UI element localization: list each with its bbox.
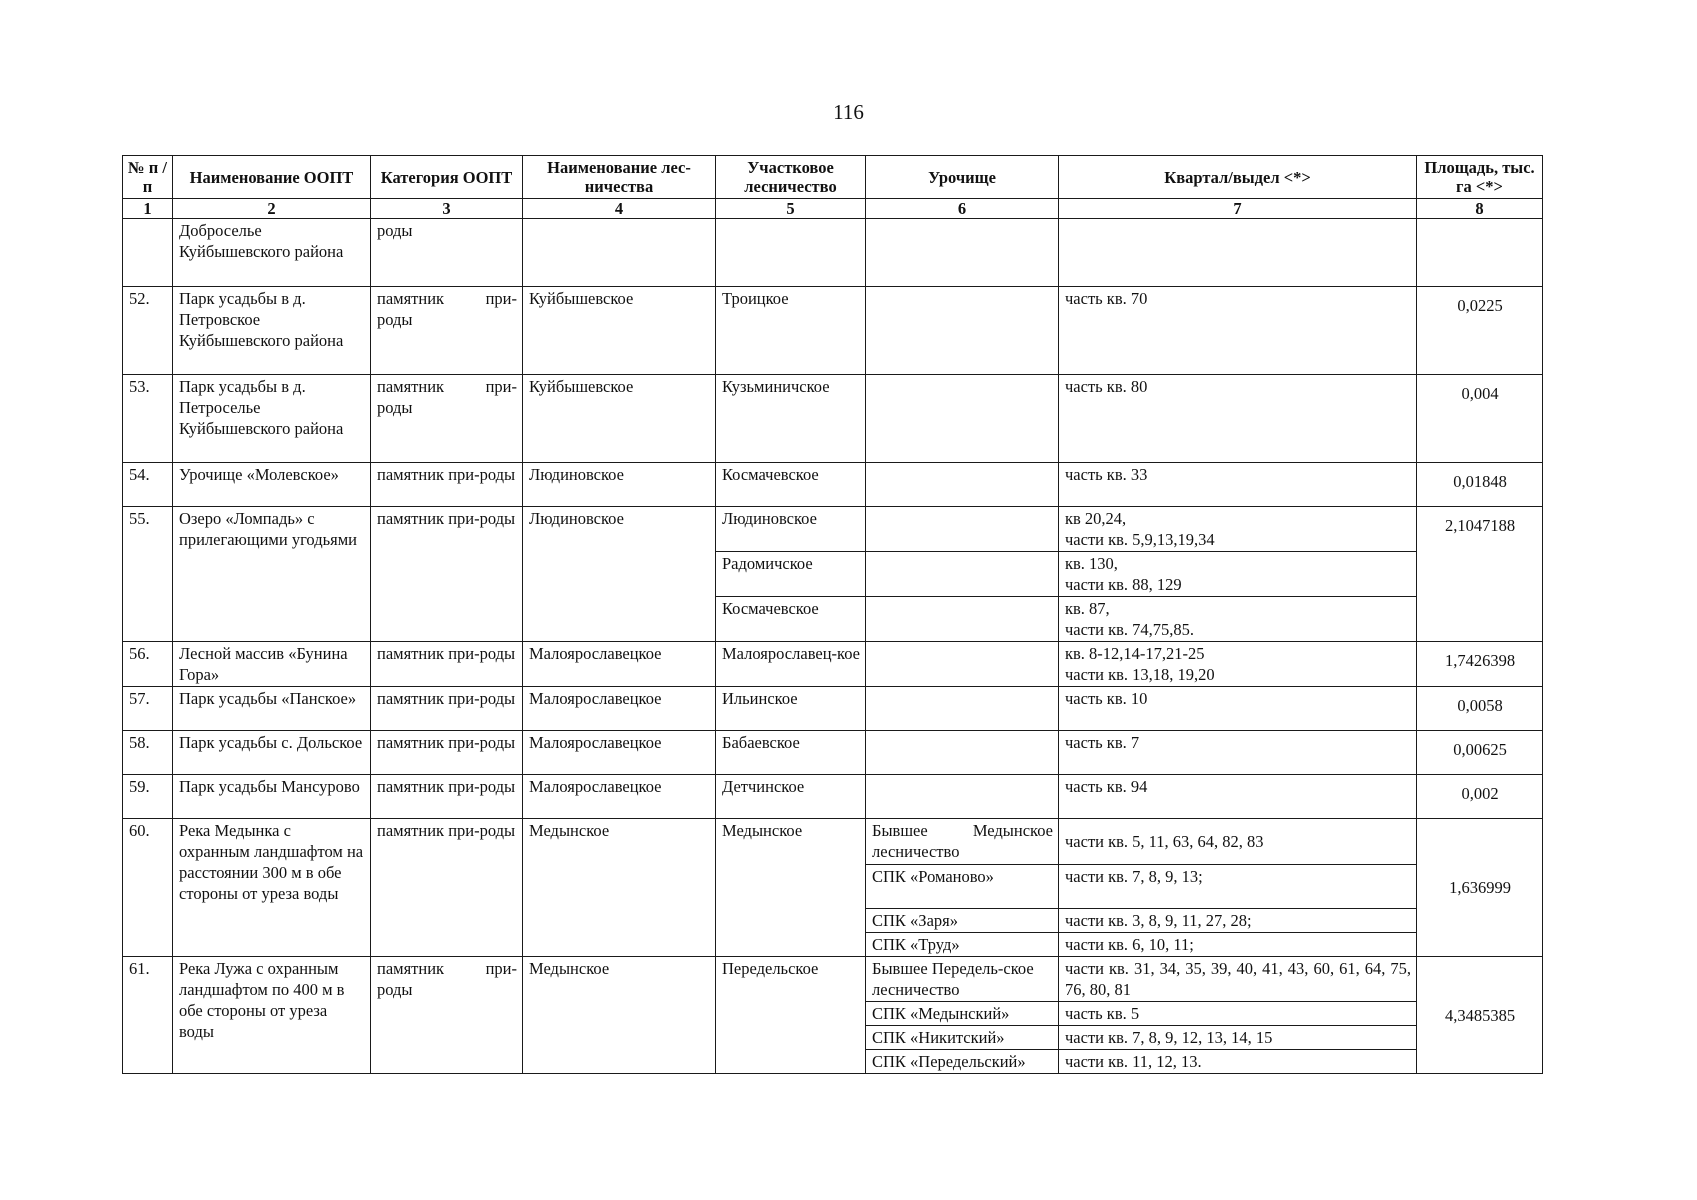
oopt-table [122,155,1543,1074]
district-name: Ильинское [716,687,866,731]
tract-name: СПК «Заря» [866,909,1059,933]
table-row [123,219,1543,287]
quarter-value: часть кв. 94 [1059,775,1417,819]
category-line: роды [377,980,413,999]
table-row [123,819,1543,865]
quarter-line: части кв. 88, 129 [1065,575,1182,594]
tract-name [866,731,1059,775]
col-number: 8 [1417,199,1543,219]
forestry-name [523,219,716,287]
header-name: Наименование ООПТ [173,156,371,199]
oopt-name: Парк усадьбы с. Дольское [173,731,371,775]
header-forestry: Наименование лес-ничества [523,156,716,199]
oopt-category [371,375,523,463]
row-number: 53. [123,375,173,463]
oopt-name: Река Медынка с охранным ландшафтом на расстоянии 300 м в обе стороны от уреза воды [173,819,371,957]
district-name [716,219,866,287]
area-value: 0,004 [1417,375,1543,463]
row-number: 56. [123,642,173,687]
row-number: 61. [123,957,173,1074]
district-name: Передельское [716,957,866,1074]
category-line: памятник при- [377,289,517,308]
row-number: 52. [123,287,173,375]
quarter-value: часть кв. 5 [1059,1002,1417,1026]
header-category: Категория ООПТ [371,156,523,199]
quarter-value: части кв. 6, 10, 11; [1059,933,1417,957]
area-value: 0,00625 [1417,731,1543,775]
tract-name [866,597,1059,642]
tract-name [866,642,1059,687]
tract-name: СПК «Романово» [866,865,1059,909]
forestry-name: Малоярославецкое [523,642,716,687]
quarter-value [1059,597,1417,642]
column-number-row [123,199,1543,219]
forestry-name: Медынское [523,819,716,957]
tract-name: СПК «Медынский» [866,1002,1059,1026]
oopt-name: Озеро «Ломпадь» с прилегающими угодьями [173,507,371,642]
tract-name [866,552,1059,597]
quarter-line: части кв. 5,9,13,19,34 [1065,530,1215,549]
header-quarter: Квартал/выдел <*> [1059,156,1417,199]
district-name: Космачевское [716,597,866,642]
tract-name [866,219,1059,287]
category-line: роды [377,310,413,329]
row-number: 60. [123,819,173,957]
forestry-name: Малоярославецкое [523,731,716,775]
tract-name [866,687,1059,731]
area-value: 2,1047188 [1417,507,1543,642]
row-number [123,219,173,287]
header-num: № п /п [123,156,173,199]
oopt-name: Доброселье Куйбышевского района [173,219,371,287]
area-value: 0,01848 [1417,463,1543,507]
district-name: Космачевское [716,463,866,507]
quarter-value: части кв. 7, 8, 9, 13; [1059,865,1417,909]
col-number: 4 [523,199,716,219]
tract-name: СПК «Никитский» [866,1026,1059,1050]
category-line: памятник при- [377,377,517,396]
row-number: 57. [123,687,173,731]
forestry-name: Куйбышевское [523,287,716,375]
district-name: Кузьминичское [716,375,866,463]
oopt-category: памятник при-роды [371,819,523,957]
oopt-category: памятник при-роды [371,642,523,687]
area-value: 4,3485385 [1417,957,1543,1074]
table-row [123,731,1543,775]
oopt-category: памятник при-роды [371,507,523,642]
quarter-line: кв. 87, [1065,599,1110,618]
quarter-value [1059,552,1417,597]
row-number: 58. [123,731,173,775]
oopt-name: Река Лужа с охранным ландшафтом по 400 м в обе стороны от уреза воды [173,957,371,1074]
quarter-value [1059,219,1417,287]
district-name: Малоярославец-кое [716,642,866,687]
row-number: 54. [123,463,173,507]
tract-name: СПК «Труд» [866,933,1059,957]
table-row [123,375,1543,463]
table-row [123,507,1543,552]
quarter-line: кв. 8-12,14-17,21-25 [1065,644,1205,663]
table-row [123,287,1543,375]
quarter-value: части кв. 5, 11, 63, 64, 82, 83 [1059,819,1417,865]
quarter-value [1059,507,1417,552]
oopt-name: Лесной массив «Бунина Гора» [173,642,371,687]
quarter-line: части кв. 13,18, 19,20 [1065,665,1215,684]
row-number: 55. [123,507,173,642]
tract-name [866,775,1059,819]
table-row [123,775,1543,819]
tract-name [866,507,1059,552]
forestry-name: Людиновское [523,463,716,507]
oopt-name: Парк усадьбы в д. Петроселье Куйбышевского района [173,375,371,463]
oopt-name: Парк усадьбы «Панское» [173,687,371,731]
district-name: Радомичское [716,552,866,597]
oopt-name: Урочище «Молевское» [173,463,371,507]
area-value: 0,002 [1417,775,1543,819]
tract-name [866,287,1059,375]
col-number: 2 [173,199,371,219]
forestry-name: Медынское [523,957,716,1074]
oopt-category: памятник при-роды [371,463,523,507]
quarter-value: часть кв. 70 [1059,287,1417,375]
quarter-value: части кв. 11, 12, 13. [1059,1050,1417,1074]
header-row [123,156,1543,199]
oopt-category: памятник при-роды [371,687,523,731]
forestry-name: Людиновское [523,507,716,642]
tract-name [866,375,1059,463]
oopt-category: памятник при-роды [371,731,523,775]
col-number: 6 [866,199,1059,219]
table-row [123,687,1543,731]
tract-name: Бывшее Медынское лесничество [866,819,1059,865]
quarter-value: часть кв. 33 [1059,463,1417,507]
tract-name: Бывшее Передель-ское лесничество [866,957,1059,1002]
district-name: Троицкое [716,287,866,375]
tract-name: СПК «Передельский» [866,1050,1059,1074]
district-name: Детчинское [716,775,866,819]
forestry-name: Малоярославецкое [523,687,716,731]
header-district: Участковое лесничество [716,156,866,199]
area-value: 1,7426398 [1417,642,1543,687]
quarter-value: часть кв. 7 [1059,731,1417,775]
district-name: Людиновское [716,507,866,552]
row-number: 59. [123,775,173,819]
area-value: 1,636999 [1417,819,1543,957]
district-name: Медынское [716,819,866,957]
oopt-category [371,287,523,375]
oopt-category: роды [371,219,523,287]
quarter-value: часть кв. 80 [1059,375,1417,463]
tract-name [866,463,1059,507]
quarter-value: части кв. 3, 8, 9, 11, 27, 28; [1059,909,1417,933]
forestry-name: Малоярославецкое [523,775,716,819]
table-row [123,957,1543,1002]
category-line: памятник при- [377,959,517,978]
oopt-name: Парк усадьбы в д. Петровское Куйбышевского района [173,287,371,375]
oopt-category: памятник при-роды [371,775,523,819]
col-number: 7 [1059,199,1417,219]
area-value: 0,0058 [1417,687,1543,731]
oopt-category [371,957,523,1074]
col-number: 5 [716,199,866,219]
page-number: 116 [833,100,864,124]
col-number: 3 [371,199,523,219]
header-tract: Урочище [866,156,1059,199]
quarter-value: части кв. 7, 8, 9, 12, 13, 14, 15 [1059,1026,1417,1050]
quarter-value [1059,642,1417,687]
category-line: роды [377,398,413,417]
quarter-line: кв. 130, [1065,554,1118,573]
area-value: 0,0225 [1417,287,1543,375]
table-row [123,642,1543,687]
col-number: 1 [123,199,173,219]
quarter-value: части кв. 31, 34, 35, 39, 40, 41, 43, 60, 61, 64, 75, 76, 80, 81 [1059,957,1417,1002]
table-row [123,463,1543,507]
quarter-value: часть кв. 10 [1059,687,1417,731]
header-area: Площадь, тыс. га <*> [1417,156,1543,199]
area-value [1417,219,1543,287]
forestry-name: Куйбышевское [523,375,716,463]
quarter-line: части кв. 74,75,85. [1065,620,1195,639]
district-name: Бабаевское [716,731,866,775]
quarter-line: кв 20,24, [1065,509,1127,528]
oopt-name: Парк усадьбы Мансурово [173,775,371,819]
